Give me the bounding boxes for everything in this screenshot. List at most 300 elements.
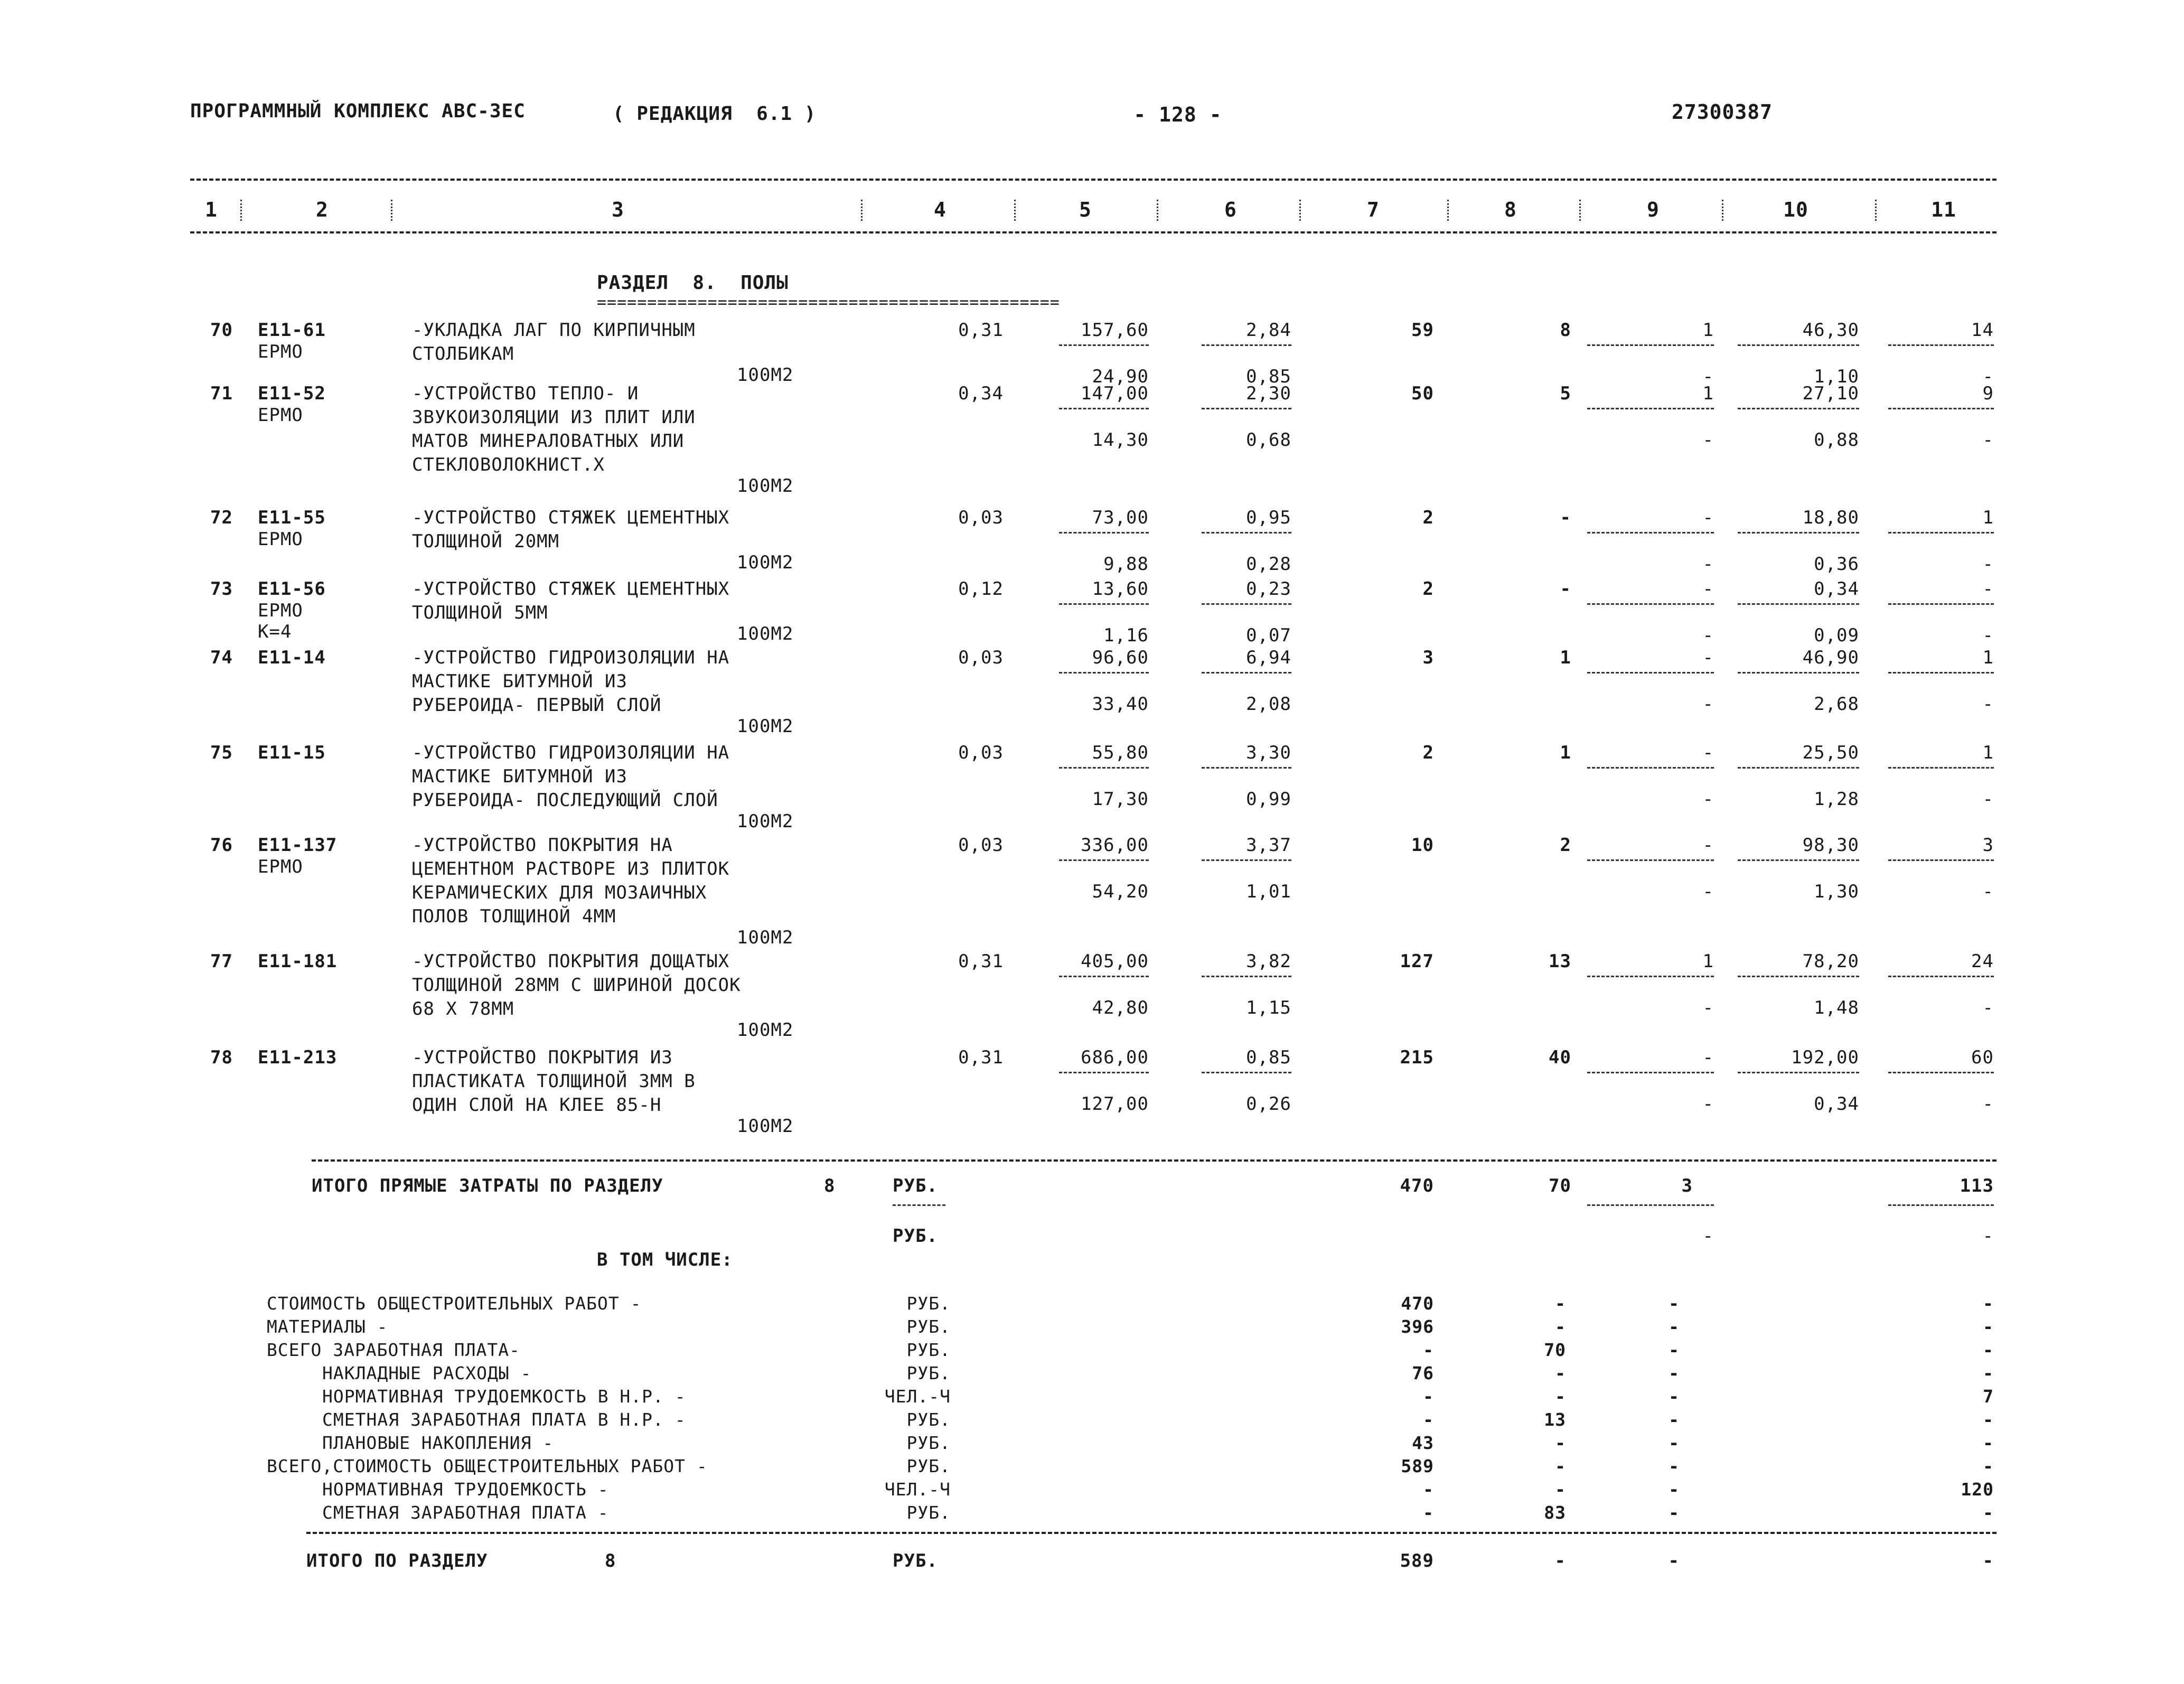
machinist-labor-total: - (1982, 554, 1994, 575)
unit-cost-machine-wages: 2,08 (1246, 694, 1291, 715)
labor-total: 1 (1982, 647, 1994, 668)
total-machines: - (1702, 507, 1714, 528)
summary-labor: - (1983, 1363, 1994, 1383)
unit-cost-machine-wages: 0,85 (1246, 366, 1291, 387)
summary-labor: 120 (1961, 1479, 1994, 1500)
work-description: ТОЛЩИНОЙ 5ММ (412, 602, 548, 623)
unit-divider (893, 1204, 945, 1206)
summary-label: СТОИМОСТЬ ОБЩЕСТРОИТЕЛЬНЫХ РАБОТ - (267, 1293, 642, 1314)
column-number: 6 (1224, 198, 1237, 221)
summary-wages: - (1555, 1386, 1566, 1407)
quantity: 0,12 (958, 578, 1004, 600)
unit-cost-machines: 3,37 (1246, 835, 1291, 856)
total-cost: 2 (1422, 507, 1434, 528)
summary-wages: - (1555, 1479, 1566, 1500)
unit-of-measure: 100М2 (737, 623, 794, 644)
work-description: -УСТРОЙСТВО ТЕПЛО- И (412, 383, 639, 404)
cell-divider (1888, 859, 1994, 861)
cell-divider (1059, 767, 1149, 769)
quantity: 0,34 (958, 383, 1004, 404)
summary-unit: РУБ. (906, 1409, 951, 1430)
summary-machines: - (1669, 1409, 1680, 1430)
labor-total: 9 (1982, 383, 1994, 404)
total-machine-wages: - (1702, 366, 1714, 387)
labor-per-unit: 0,34 (1814, 578, 1859, 600)
totals-machinist-labor: - (1982, 1225, 1994, 1247)
machinist-labor-total: - (1982, 366, 1994, 387)
cell-divider (1059, 344, 1149, 346)
column-separator (1722, 200, 1723, 221)
machinist-labor-total: - (1982, 429, 1994, 451)
final-machines: - (1668, 1550, 1680, 1571)
summary-wages: - (1555, 1316, 1566, 1337)
cell-divider (1202, 344, 1291, 346)
rate-code-suffix: ЕРМО (258, 600, 303, 621)
machinist-labor-per-unit: 0,36 (1814, 554, 1859, 575)
quantity: 0,31 (958, 951, 1004, 972)
cell-divider (1888, 976, 1994, 977)
summary-unit: РУБ. (906, 1502, 951, 1523)
cell-divider (1202, 408, 1291, 409)
totals-wages: 70 (1549, 1175, 1571, 1196)
rate-code-suffix: ЕРМО (258, 404, 303, 426)
summary-machines: - (1669, 1293, 1680, 1314)
work-description: СТЕКЛОВОЛОКНИСТ.Х (412, 454, 605, 475)
machinist-labor-per-unit: 1,48 (1814, 997, 1859, 1018)
quantity: 0,03 (958, 835, 1004, 856)
unit-of-measure: 100М2 (737, 811, 794, 832)
cell-divider (1738, 672, 1859, 673)
column-separator (391, 200, 392, 221)
work-description: ОДИН СЛОЙ НА КЛЕЕ 85-Н (412, 1094, 662, 1116)
total-machine-wages: - (1702, 1093, 1714, 1115)
header-rule-bottom (190, 231, 1996, 233)
rate-code: Е11-52 (258, 383, 326, 404)
total-wages: 5 (1560, 383, 1571, 404)
cell-divider (1202, 672, 1291, 673)
rate-code-suffix: ЕРМО (258, 528, 303, 550)
rate-code: Е11-56 (258, 578, 326, 600)
total-cost: 127 (1400, 951, 1434, 972)
summary-label: СМЕТНАЯ ЗАРАБОТНАЯ ПЛАТА В Н.Р. - (322, 1409, 686, 1430)
unit-cost-total: 147,00 (1081, 383, 1149, 404)
summary-unit: РУБ. (906, 1340, 951, 1360)
summary-machines: - (1669, 1340, 1680, 1360)
total-machines: 1 (1702, 951, 1714, 972)
labor-per-unit: 25,50 (1802, 742, 1859, 763)
work-description: -УСТРОЙСТВО ПОКРЫТИЯ НА (412, 835, 673, 856)
row-number: 76 (210, 835, 233, 856)
work-description: -УКЛАДКА ЛАГ ПО КИРПИЧНЫМ (412, 320, 696, 341)
summary-labor: 7 (1983, 1386, 1994, 1407)
rate-code: Е11-213 (258, 1047, 338, 1068)
final-cost: 589 (1400, 1550, 1434, 1571)
cell-divider (1888, 1204, 1994, 1206)
total-wages: 1 (1560, 647, 1571, 668)
totals-unit-repeat: РУБ. (893, 1225, 938, 1247)
unit-cost-total: 13,60 (1092, 578, 1149, 600)
unit-cost-total: 55,80 (1092, 742, 1149, 763)
work-description: РУБЕРОИДА- ПОСЛЕДУЮЩИЙ СЛОЙ (412, 790, 718, 811)
summary-cost: - (1423, 1479, 1434, 1500)
work-description: ТОЛЩИНОЙ 28ММ С ШИРИНОЙ ДОСОК (412, 975, 741, 996)
totals-machine-wages: - (1702, 1225, 1714, 1247)
labor-per-unit: 98,30 (1802, 835, 1859, 856)
summary-unit: РУБ. (906, 1456, 951, 1476)
work-description: МАТОВ МИНЕРАЛОВАТНЫХ ИЛИ (412, 431, 685, 452)
cell-divider (1738, 859, 1859, 861)
unit-cost-machines: 6,94 (1246, 647, 1291, 668)
summary-label: МАТЕРИАЛЫ - (267, 1316, 388, 1337)
rate-code-suffix: ЕРМО (258, 341, 303, 362)
total-machine-wages: - (1702, 789, 1714, 810)
cell-divider (1587, 859, 1714, 861)
unit-cost-wages: 127,00 (1081, 1093, 1149, 1115)
column-number: 1 (205, 198, 218, 221)
final-label: ИТОГО ПО РАЗДЕЛУ (306, 1550, 488, 1571)
total-cost: 50 (1411, 383, 1434, 404)
labor-per-unit: 18,80 (1802, 507, 1859, 528)
cell-divider (1202, 603, 1291, 605)
totals-rule (312, 1159, 1996, 1162)
summary-cost: 43 (1412, 1433, 1434, 1453)
unit-cost-machines: 0,23 (1246, 578, 1291, 600)
work-description: -УСТРОЙСТВО ГИДРОИЗОЛЯЦИИ НА (412, 647, 730, 668)
machinist-labor-total: - (1982, 997, 1994, 1018)
total-wages: - (1560, 507, 1571, 528)
cell-divider (1202, 976, 1291, 977)
machinist-labor-per-unit: 1,30 (1814, 881, 1859, 902)
summary-labor: - (1983, 1340, 1994, 1360)
work-description: ЦЕМЕНТНОМ РАСТВОРЕ ИЗ ПЛИТОК (412, 858, 730, 880)
total-cost: 59 (1411, 320, 1434, 341)
summary-labor: - (1983, 1316, 1994, 1337)
row-number: 73 (210, 578, 233, 600)
labor-total: 1 (1982, 742, 1994, 763)
unit-cost-wages: 24,90 (1092, 366, 1149, 387)
work-description: ЗВУКОИЗОЛЯЦИИ ИЗ ПЛИТ ИЛИ (412, 407, 696, 428)
cell-divider (1888, 408, 1994, 409)
labor-total: 14 (1971, 320, 1994, 341)
rate-code-suffix: ЕРМО (258, 856, 303, 877)
summary-unit: РУБ. (906, 1316, 951, 1337)
column-separator (1014, 200, 1016, 221)
cell-divider (1202, 532, 1291, 534)
unit-of-measure: 100М2 (737, 927, 794, 948)
rate-code: Е11-14 (258, 647, 326, 668)
unit-cost-total: 73,00 (1092, 507, 1149, 528)
summary-machines: - (1669, 1433, 1680, 1453)
unit-of-measure: 100М2 (737, 364, 794, 386)
rate-coefficient: К=4 (258, 621, 292, 643)
summary-machines: - (1669, 1363, 1680, 1383)
cell-divider (1059, 976, 1149, 977)
cell-divider (1888, 344, 1994, 346)
column-number: 8 (1504, 198, 1517, 221)
labor-total: 3 (1982, 835, 1994, 856)
total-cost: 10 (1411, 835, 1434, 856)
labor-total: 60 (1971, 1047, 1994, 1068)
work-description: СТОЛБИКАМ (412, 343, 514, 364)
total-machines: - (1702, 1047, 1714, 1068)
column-number: 5 (1079, 198, 1092, 221)
total-machines: 1 (1702, 383, 1714, 404)
summary-label: ВСЕГО,СТОИМОСТЬ ОБЩЕСТРОИТЕЛЬНЫХ РАБОТ - (267, 1456, 708, 1476)
cell-divider (1888, 767, 1994, 769)
summary-wages: 83 (1544, 1502, 1566, 1523)
unit-cost-total: 405,00 (1081, 951, 1149, 972)
machinist-labor-per-unit: 0,34 (1814, 1093, 1859, 1115)
cell-divider (1587, 672, 1714, 673)
cell-divider (1587, 976, 1714, 977)
summary-unit: РУБ. (906, 1433, 951, 1453)
cell-divider (1888, 603, 1994, 605)
summary-label: НАКЛАДНЫЕ РАСХОДЫ - (322, 1363, 532, 1383)
machinist-labor-total: - (1982, 789, 1994, 810)
work-description: ПЛАСТИКАТА ТОЛЩИНОЙ 3ММ В (412, 1071, 696, 1092)
total-cost: 3 (1422, 647, 1434, 668)
total-wages: 8 (1560, 320, 1571, 341)
total-cost: 2 (1422, 742, 1434, 763)
unit-cost-machines: 2,30 (1246, 383, 1291, 404)
summary-machines: - (1669, 1386, 1680, 1407)
summary-cost: 396 (1401, 1316, 1434, 1337)
quantity: 0,03 (958, 647, 1004, 668)
column-number: 9 (1647, 198, 1660, 221)
unit-cost-machines: 0,95 (1246, 507, 1291, 528)
cell-divider (1738, 603, 1859, 605)
unit-cost-machine-wages: 1,01 (1246, 881, 1291, 902)
unit-cost-machines: 2,84 (1246, 320, 1291, 341)
work-description: МАСТИКЕ БИТУМНОЙ ИЗ (412, 671, 627, 692)
machinist-labor-total: - (1982, 1093, 1994, 1115)
unit-cost-total: 96,60 (1092, 647, 1149, 668)
machinist-labor-per-unit: 2,68 (1814, 694, 1859, 715)
work-description: -УСТРОЙСТВО ПОКРЫТИЯ ИЗ (412, 1047, 673, 1068)
machinist-labor-per-unit: 1,10 (1814, 366, 1859, 387)
totals-unit: РУБ. (893, 1175, 938, 1196)
summary-cost: - (1423, 1409, 1434, 1430)
cell-divider (1738, 767, 1859, 769)
row-number: 72 (210, 507, 233, 528)
row-number: 77 (210, 951, 233, 972)
labor-per-unit: 46,30 (1802, 320, 1859, 341)
row-number: 75 (210, 742, 233, 763)
cell-divider (1738, 408, 1859, 409)
summary-machines: - (1669, 1479, 1680, 1500)
labor-per-unit: 78,20 (1802, 951, 1859, 972)
cell-divider (1587, 1072, 1714, 1073)
total-wages: 13 (1549, 951, 1571, 972)
cell-divider (1059, 672, 1149, 673)
work-description: МАСТИКЕ БИТУМНОЙ ИЗ (412, 766, 627, 787)
total-machine-wages: - (1702, 554, 1714, 575)
unit-of-measure: 100М2 (737, 1019, 794, 1041)
unit-cost-wages: 54,20 (1092, 881, 1149, 902)
unit-cost-wages: 17,30 (1092, 789, 1149, 810)
unit-cost-wages: 14,30 (1092, 429, 1149, 451)
cell-divider (1888, 532, 1994, 534)
summary-cost: - (1423, 1340, 1434, 1360)
row-number: 78 (210, 1047, 233, 1068)
column-number: 11 (1931, 198, 1956, 221)
cell-divider (1587, 1204, 1714, 1206)
summary-labor: - (1983, 1456, 1994, 1476)
unit-of-measure: 100М2 (737, 1116, 794, 1137)
summary-wages: 13 (1544, 1409, 1566, 1430)
unit-cost-machines: 3,82 (1246, 951, 1291, 972)
page-number: - 128 - (1133, 103, 1222, 126)
final-labor: - (1982, 1550, 1994, 1571)
quantity: 0,31 (958, 320, 1004, 341)
labor-per-unit: 192,00 (1791, 1047, 1859, 1068)
cell-divider (1738, 532, 1859, 534)
labor-per-unit: 27,10 (1802, 383, 1859, 404)
summary-labor: - (1983, 1293, 1994, 1314)
document-id: 27300387 (1672, 100, 1773, 124)
total-machine-wages: - (1702, 694, 1714, 715)
labor-total: 1 (1982, 507, 1994, 528)
summary-cost: 589 (1401, 1456, 1434, 1476)
summary-unit: РУБ. (906, 1363, 951, 1383)
summary-machines: - (1669, 1316, 1680, 1337)
summary-cost: 470 (1401, 1293, 1434, 1314)
work-description: -УСТРОЙСТВО СТЯЖЕК ЦЕМЕНТНЫХ (412, 507, 730, 528)
unit-cost-machine-wages: 1,15 (1246, 997, 1291, 1018)
work-description: 68 Х 78ММ (412, 998, 514, 1019)
work-description: РУБЕРОИДА- ПЕРВЫЙ СЛОЙ (412, 695, 662, 716)
cell-divider (1738, 344, 1859, 346)
totals-machines: 3 (1681, 1175, 1693, 1196)
cell-divider (1202, 1072, 1291, 1073)
summary-wages: - (1555, 1433, 1566, 1453)
row-number: 70 (210, 320, 233, 341)
unit-cost-machine-wages: 0,99 (1246, 789, 1291, 810)
total-wages: - (1560, 578, 1571, 600)
cell-divider (1059, 859, 1149, 861)
summary-wages: 70 (1544, 1340, 1566, 1360)
machinist-labor-per-unit: 1,28 (1814, 789, 1859, 810)
unit-cost-wages: 9,88 (1103, 554, 1149, 575)
total-cost: 215 (1400, 1047, 1434, 1068)
cell-divider (1738, 976, 1859, 977)
summary-unit: ЧЕЛ.-Ч (884, 1386, 951, 1407)
rate-code: Е11-55 (258, 507, 326, 528)
summary-label: НОРМАТИВНАЯ ТРУДОЕМКОСТЬ В Н.Р. - (322, 1386, 686, 1407)
unit-cost-wages: 33,40 (1092, 694, 1149, 715)
cell-divider (1738, 1072, 1859, 1073)
summary-unit: РУБ. (906, 1293, 951, 1314)
header-rule-top (190, 179, 1996, 181)
unit-cost-machine-wages: 0,68 (1246, 429, 1291, 451)
machinist-labor-total: - (1982, 694, 1994, 715)
unit-of-measure: 100М2 (737, 475, 794, 497)
summary-cost: - (1423, 1502, 1434, 1523)
cell-divider (1202, 767, 1291, 769)
total-wages: 1 (1560, 742, 1571, 763)
cell-divider (1888, 1072, 1994, 1073)
unit-of-measure: 100М2 (737, 552, 794, 573)
work-description: -УСТРОЙСТВО ГИДРОИЗОЛЯЦИИ НА (412, 742, 730, 763)
total-machines: - (1702, 647, 1714, 668)
summary-label: ВСЕГО ЗАРАБОТНАЯ ПЛАТА- (267, 1340, 520, 1360)
cell-divider (1059, 603, 1149, 605)
summary-wages: - (1555, 1456, 1566, 1476)
rate-code: Е11-137 (258, 835, 338, 856)
quantity: 0,31 (958, 1047, 1004, 1068)
summary-labor: - (1983, 1433, 1994, 1453)
unit-cost-total: 336,00 (1081, 835, 1149, 856)
cell-divider (1587, 603, 1714, 605)
revision: ( РЕДАКЦИЯ 6.1 ) (613, 103, 817, 125)
column-separator (1157, 200, 1158, 221)
final-section-number: 8 (605, 1550, 616, 1571)
work-description: -УСТРОЙСТВО ПОКРЫТИЯ ДОЩАТЫХ (412, 951, 730, 972)
unit-cost-machine-wages: 0,26 (1246, 1093, 1291, 1115)
summary-labor: - (1983, 1409, 1994, 1430)
total-machines: - (1702, 835, 1714, 856)
including-label: В ТОМ ЧИСЛЕ: (597, 1249, 733, 1270)
unit-cost-machines: 3,30 (1246, 742, 1291, 763)
unit-cost-total: 157,60 (1081, 320, 1149, 341)
machinist-labor-total: - (1982, 881, 1994, 902)
section-title: РАЗДЕЛ 8. ПОЛЫ (597, 272, 789, 294)
work-description: ТОЛЩИНОЙ 20ММ (412, 531, 560, 552)
final-rule (306, 1532, 1996, 1534)
column-number: 10 (1783, 198, 1808, 221)
cell-divider (1587, 408, 1714, 409)
summary-label: СМЕТНАЯ ЗАРАБОТНАЯ ПЛАТА - (322, 1502, 609, 1523)
summary-unit: ЧЕЛ.-Ч (884, 1479, 951, 1500)
unit-cost-wages: 42,80 (1092, 997, 1149, 1018)
cell-divider (1059, 408, 1149, 409)
total-machine-wages: - (1702, 881, 1714, 902)
total-machine-wages: - (1702, 625, 1714, 646)
summary-label: ПЛАНОВЫЕ НАКОПЛЕНИЯ - (322, 1433, 554, 1453)
summary-labor: - (1983, 1502, 1994, 1523)
unit-cost-machines: 0,85 (1246, 1047, 1291, 1068)
column-separator (1447, 200, 1449, 221)
unit-cost-wages: 1,16 (1103, 625, 1149, 646)
column-number: 4 (934, 198, 946, 221)
summary-machines: - (1669, 1456, 1680, 1476)
summary-cost: 76 (1412, 1363, 1434, 1383)
column-number: 2 (316, 198, 329, 221)
totals-labor: 113 (1960, 1175, 1994, 1196)
total-machines: - (1702, 578, 1714, 600)
row-number: 74 (210, 647, 233, 668)
labor-per-unit: 46,90 (1802, 647, 1859, 668)
total-wages: 2 (1560, 835, 1571, 856)
machinist-labor-per-unit: 0,09 (1814, 625, 1859, 646)
total-machines: - (1702, 742, 1714, 763)
machinist-labor-total: - (1982, 625, 1994, 646)
column-separator (1875, 200, 1877, 221)
cell-divider (1587, 767, 1714, 769)
unit-of-measure: 100М2 (737, 716, 794, 737)
cell-divider (1888, 672, 1994, 673)
cell-divider (1059, 532, 1149, 534)
total-cost: 2 (1422, 578, 1434, 600)
labor-total: 24 (1971, 951, 1994, 972)
row-number: 71 (210, 383, 233, 404)
totals-label: ИТОГО ПРЯМЫЕ ЗАТРАТЫ ПО РАЗДЕЛУ (312, 1175, 663, 1196)
machinist-labor-per-unit: 0,88 (1814, 429, 1859, 451)
summary-wages: - (1555, 1363, 1566, 1383)
total-wages: 40 (1549, 1047, 1571, 1068)
column-number: 7 (1367, 198, 1380, 221)
totals-cost: 470 (1400, 1175, 1434, 1196)
